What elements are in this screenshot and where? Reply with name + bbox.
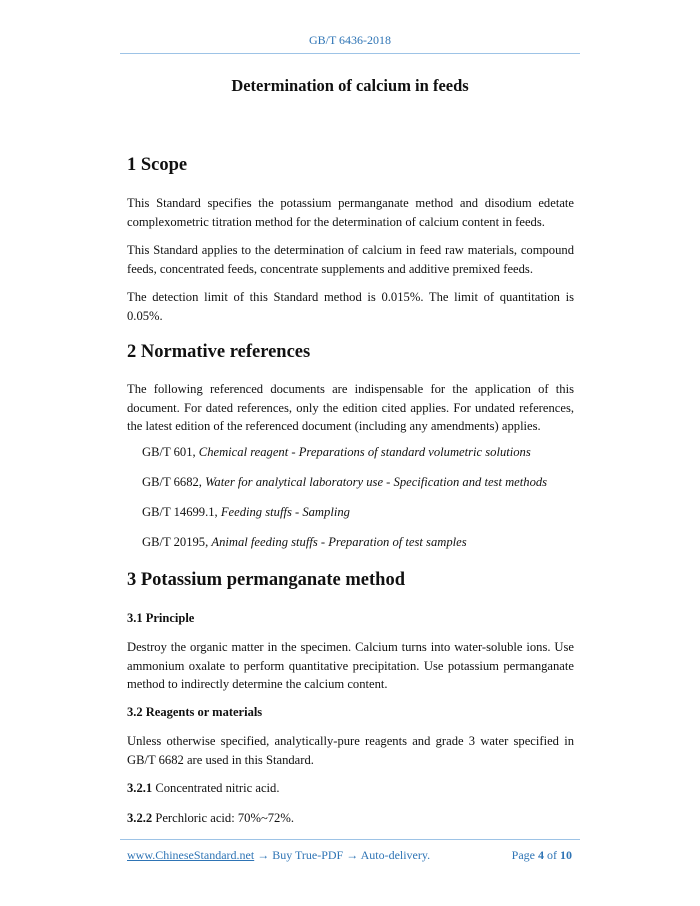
reagents-paragraph: Unless otherwise specified, analytically-pure reagents and grade 3 water specified in GB/T 6682 are used in this Standard.: [127, 734, 574, 767]
header-standard-code: GB/T 6436-2018: [308, 33, 392, 47]
principle-heading: 3.1 Principle: [127, 611, 195, 625]
reference-code: GB/T 20195,: [142, 535, 212, 549]
footer: [127, 848, 572, 864]
website-link[interactable]: www.ChineseStandard.net: [127, 848, 255, 862]
total-pages-number: 10: [560, 848, 572, 862]
reference-item: [142, 505, 350, 520]
clause-number: 3.2.2: [127, 811, 153, 825]
reference-title: Animal feeding stuffs - Preparation of test samples: [211, 535, 467, 549]
reference-item: [142, 475, 547, 490]
clause-text: Concentrated nitric acid.: [152, 781, 280, 795]
reference-title: Water for analytical laboratory use - Specification and test methods: [205, 475, 548, 489]
clause-text: Perchloric acid: 70%~72%.: [152, 811, 294, 825]
reference-code: GB/T 14699.1,: [142, 505, 221, 519]
reference-code: GB/T 601,: [142, 445, 199, 459]
clause-number: 3.2.1: [127, 781, 153, 795]
reference-code: GB/T 6682,: [142, 475, 206, 489]
page-indicator: [512, 848, 572, 863]
footer-divider: [120, 839, 580, 840]
reference-title: Chemical reagent - Preparations of standard volumetric solutions: [198, 445, 531, 459]
reference-title: Feeding stuffs - Sampling: [220, 505, 350, 519]
header-divider: [120, 53, 580, 54]
reference-item: [142, 445, 531, 460]
document-title: Determination of calcium in feeds: [231, 76, 469, 95]
page-of: of: [544, 848, 560, 862]
page-prefix: Page: [511, 848, 538, 862]
scope-paragraph-1: This Standard specifies the potassium permanganate method and disodium edetate complexometric titration method for the determination of calcium content in feeds.: [127, 196, 574, 229]
section-scope-heading: 1 Scope: [127, 155, 188, 175]
footer-promo-text: → Buy True-PDF → Auto-delivery.: [254, 848, 431, 862]
section-normative-references-heading: 2 Normative references: [127, 342, 311, 362]
footer-left: [127, 848, 430, 863]
section-permanganate-heading: 3 Potassium permanganate method: [127, 570, 406, 590]
reagent-clause: [127, 781, 279, 796]
reagents-heading: 3.2 Reagents or materials: [127, 705, 263, 719]
reference-item: [142, 535, 467, 550]
scope-paragraph-2: This Standard applies to the determination of calcium in feed raw materials, compound feeds, concentrated feeds, concentrate supplements and additive premixed feeds.: [127, 243, 574, 276]
principle-paragraph: Destroy the organic matter in the specimen. Calcium turns into water-soluble ions. Use ammonium oxalate to perform quantitative precipitation. Use potassium permanganate method to indirectly determine the calcium content.: [127, 640, 574, 692]
normative-references-intro: The following referenced documents are indispensable for the application of this document. For dated references, only the edition cited applies. For undated references, the latest edition of the referenced document (including any amendments) applies.: [127, 382, 574, 434]
current-page-number: 4: [538, 848, 544, 862]
reagent-clause: [127, 811, 294, 826]
scope-paragraph-3: The detection limit of this Standard method is 0.015%. The limit of quantitation is 0.05%.: [127, 290, 574, 323]
